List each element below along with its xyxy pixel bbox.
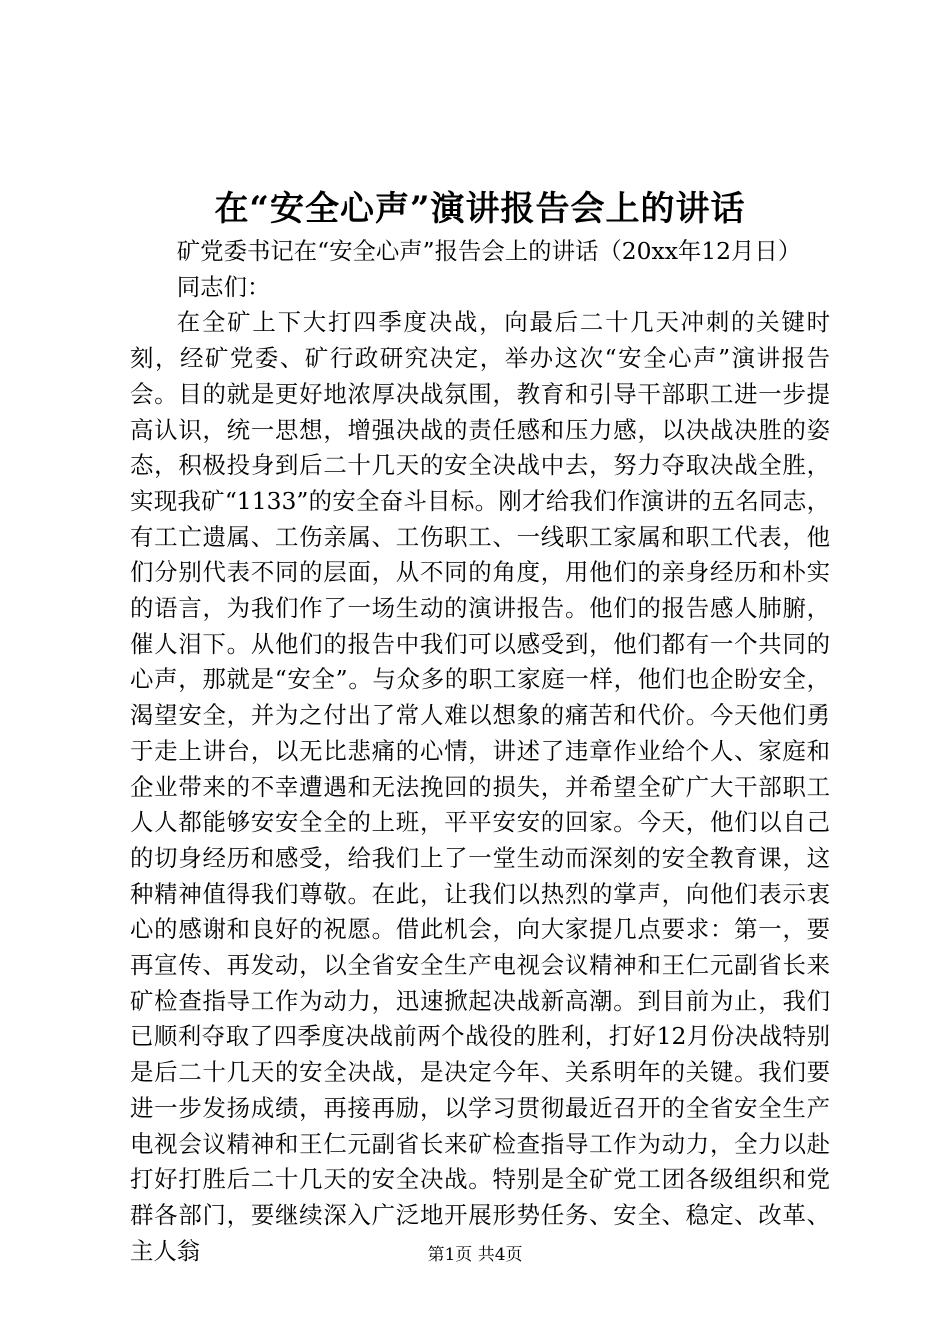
salutation: 同志们： bbox=[176, 272, 271, 301]
page-number-footer: 第1页 共4页 bbox=[427, 1245, 523, 1265]
body-paragraph: 在全矿上下大打四季度决战，向最后二十几天冲刺的关键时刻，经矿党委、矿行政研究决定，举办这次“安全心声”演讲报告会。目的就是更好地浓厚决战氛围，教育和引导干部职工进一步提高认识，统一思想，增强决战的责任感和压力感，以决战决胜的姿态，积极投身到后二十几天的安全决战中去，努力夺取决战全胜，实现我矿“1133”的安全奋斗目标。刚才给我们作演讲的五名同志，有工亡遗属、工伤亲属、工伤职工、一线职工家属和职工代表，他们分别代表不同的层面，从不同的角度，用他们的亲身经历和朴实的语言，为我们作了一场生动的演讲报告。他们的报告感人肺腑，催人泪下。从他们的报告中我们可以感受到，他们都有一个共同的心声，那就是“安全”。与众多的职工家庭一样，他们也企盼安全，渴望安全，并为之付出了常人难以想象的痛苦和代价。今天他们勇于走上讲台，以无比悲痛的心情，讲述了违章作业给个人、家庭和企业带来的不幸遭遇和无法挽回的损失，并希望全矿广大干部职工人人都能够安安全全的上班，平平安安的回家。今天，他们以自己的切身经历和感受，给我们上了一堂生动而深刻的安全教育课，这种精神值得我们尊敬。在此，让我们以热烈的掌声，向他们表示衷心的感谢和良好的祝愿。借此机会，向大家提几点要求：第一，要再宣传、再发动，以全省安全生产电视会议精神和王仁元副省长来矿检查指导工作为动力，迅速掀起决战新高潮。到目前为止，我们已顺利夺取了四季度决战前两个战役的胜利，打好12月份决战特别是后二十几天的安全决战，是决定今年、关系明年的关键。我们要进一步发扬成绩，再接再励，以学习贯彻最近召开的全省安全生产电视会议精神和王仁元副省长来矿检查指导工作为动力，全力以赴打好打胜后二十几天的安全决战。特别是全矿党工团各级组织和党群各部门，要继续深入广泛地开展形势任务、安全、稳定、改革、主人翁 bbox=[130, 308, 830, 1265]
speech-subtitle: 矿党委书记在“安全心声”报告会上的讲话（20xx年12月日） bbox=[176, 237, 802, 265]
document-title: 在“安全心声”演讲报告会上的讲话 bbox=[214, 189, 746, 229]
document-body bbox=[130, 234, 830, 1269]
